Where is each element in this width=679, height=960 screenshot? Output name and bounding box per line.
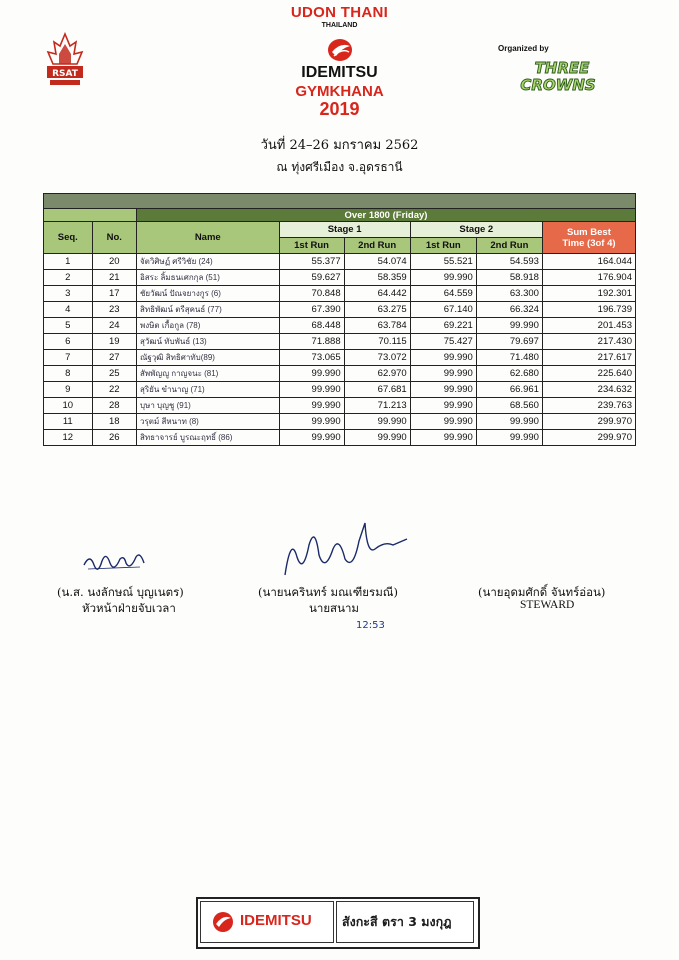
row-name: สัพพัญญู กาญจนะ (81) — [136, 366, 279, 382]
row-sum: 239.763 — [542, 398, 635, 414]
event-venue: ณ ทุ่งศรีเมือง จ.อุดรธานี — [276, 160, 403, 174]
row-stage2-run1: 99.990 — [410, 350, 476, 366]
row-seq: 2 — [44, 270, 93, 286]
row-stage1-run1: 71.888 — [279, 334, 344, 350]
table-row — [44, 430, 636, 446]
row-sum: 164.044 — [542, 254, 635, 270]
svg-text:CROWNS: CROWNS — [520, 76, 596, 94]
row-stage1-run2: 54.074 — [344, 254, 410, 270]
row-no: 24 — [92, 318, 136, 334]
row-sum: 217.430 — [542, 334, 635, 350]
row-no: 23 — [92, 302, 136, 318]
row-stage1-run2: 99.990 — [344, 430, 410, 446]
row-stage1-run1: 99.990 — [279, 430, 344, 446]
stage1-run1-header: 1st Run — [279, 238, 344, 254]
row-no: 22 — [92, 382, 136, 398]
row-seq: 8 — [44, 366, 93, 382]
row-name: ณัฐวุฒิ สิทธิศาทับ(89) — [136, 350, 279, 366]
row-stage1-run1: 68.448 — [279, 318, 344, 334]
row-sum: 192.301 — [542, 286, 635, 302]
row-stage2-run1: 64.559 — [410, 286, 476, 302]
row-stage1-run1: 67.390 — [279, 302, 344, 318]
row-seq: 7 — [44, 350, 93, 366]
row-seq: 9 — [44, 382, 93, 398]
row-stage2-run2: 99.990 — [476, 414, 542, 430]
handwritten-time: 12:53 — [356, 620, 385, 631]
results-rows — [44, 254, 636, 446]
row-stage1-run2: 63.275 — [344, 302, 410, 318]
row-name: วรุตม์ สีหนาท (8) — [136, 414, 279, 430]
table-row — [44, 254, 636, 270]
signature-3-name: (นายอุดมศักดิ์ จันทร์อ่อน) — [478, 585, 606, 599]
row-stage1-run1: 99.990 — [279, 398, 344, 414]
row-stage2-run2: 68.560 — [476, 398, 542, 414]
category-title: Over 1800 (Friday) — [136, 209, 635, 222]
row-no: 25 — [92, 366, 136, 382]
row-stage1-run2: 73.072 — [344, 350, 410, 366]
row-name: ชัยวัฒน์ ปัณจยางกูร (6) — [136, 286, 279, 302]
row-no: 26 — [92, 430, 136, 446]
footer-idemitsu-text: IDEMITSU — [240, 912, 312, 929]
row-stage2-run2: 62.680 — [476, 366, 542, 382]
row-name: อิสระ ลิ้มธนเศกกุล (51) — [136, 270, 279, 286]
table-row — [44, 414, 636, 430]
row-name: สุริยัน ขำนาญ (71) — [136, 382, 279, 398]
row-seq: 3 — [44, 286, 93, 302]
table-row — [44, 302, 636, 318]
row-name: จัตวิศิษฏ์ ศรีวิชัย (24) — [136, 254, 279, 270]
row-seq: 4 — [44, 302, 93, 318]
row-name: สิทธิพัฒน์ ตรีสุคนธ์ (77) — [136, 302, 279, 318]
organizer-label: Organized by — [498, 44, 549, 53]
row-stage1-run1: 59.627 — [279, 270, 344, 286]
three-crowns-logo — [494, 56, 624, 94]
table-row — [44, 398, 636, 414]
sum-best-header — [542, 222, 635, 254]
row-stage1-run2: 67.681 — [344, 382, 410, 398]
row-seq: 11 — [44, 414, 93, 430]
row-stage2-run1: 99.990 — [410, 398, 476, 414]
header-blank — [44, 209, 137, 222]
row-stage2-run2: 66.324 — [476, 302, 542, 318]
col-no-header: No. — [92, 222, 136, 254]
row-stage2-run2: 58.918 — [476, 270, 542, 286]
stage2-header: Stage 2 — [410, 222, 542, 238]
row-seq: 6 — [44, 334, 93, 350]
row-seq: 10 — [44, 398, 93, 414]
row-stage1-run2: 63.784 — [344, 318, 410, 334]
row-stage2-run2: 54.593 — [476, 254, 542, 270]
signature-2-name: (นายนครินทร์ มณเฑียรมณี) — [258, 585, 398, 599]
row-stage1-run2: 71.213 — [344, 398, 410, 414]
row-stage2-run2: 66.961 — [476, 382, 542, 398]
signature-1-scribble — [80, 545, 160, 581]
row-name: บุษา บุญชู (91) — [136, 398, 279, 414]
row-stage2-run2: 99.990 — [476, 430, 542, 446]
row-stage1-run2: 70.115 — [344, 334, 410, 350]
row-stage1-run2: 58.359 — [344, 270, 410, 286]
sum-best-header-line2: Time (3of 4) — [562, 237, 616, 249]
row-seq: 5 — [44, 318, 93, 334]
rsat-logo-text: RSAT — [52, 69, 78, 79]
event-title: UDON THANI — [290, 4, 389, 21]
brand-event: GYMKHANA — [295, 83, 384, 100]
row-no: 18 — [92, 414, 136, 430]
signature-1-role: หัวหน้าฝ่ายจับเวลา — [82, 601, 176, 615]
col-name-header: Name — [136, 222, 279, 254]
row-stage1-run1: 99.990 — [279, 366, 344, 382]
row-stage2-run1: 69.221 — [410, 318, 476, 334]
row-sum: 201.453 — [542, 318, 635, 334]
signature-1-name: (น.ส. นงลักษณ์ บุญเนตร) — [57, 585, 184, 599]
row-stage1-run2: 64.442 — [344, 286, 410, 302]
table-row — [44, 318, 636, 334]
brand-name: IDEMITSU — [301, 64, 378, 81]
row-sum: 225.640 — [542, 366, 635, 382]
row-stage2-run1: 99.990 — [410, 382, 476, 398]
row-stage2-run1: 55.521 — [410, 254, 476, 270]
brand-year: 2019 — [319, 99, 360, 119]
event-date: วันที่ 24–26 มกราคม 2562 — [260, 138, 419, 153]
table-row — [44, 286, 636, 302]
row-stage2-run2: 99.990 — [476, 318, 542, 334]
row-no: 19 — [92, 334, 136, 350]
stage2-run2-header: 2nd Run — [476, 238, 542, 254]
row-stage2-run1: 75.427 — [410, 334, 476, 350]
row-sum: 299.970 — [542, 414, 635, 430]
row-stage1-run2: 99.990 — [344, 414, 410, 430]
event-country: THAILAND — [321, 22, 358, 29]
row-stage2-run2: 63.300 — [476, 286, 542, 302]
table-row — [44, 270, 636, 286]
row-stage1-run1: 70.848 — [279, 286, 344, 302]
row-name: สุวัฒน์ ทับพันธ์ (13) — [136, 334, 279, 350]
stage2-run1-header: 1st Run — [410, 238, 476, 254]
row-stage2-run1: 99.990 — [410, 430, 476, 446]
row-stage1-run1: 55.377 — [279, 254, 344, 270]
signature-2-role: นายสนาม — [309, 601, 359, 615]
sum-best-header-line1: Sum Best — [567, 226, 611, 238]
table-row — [44, 350, 636, 366]
table-row — [44, 382, 636, 398]
col-seq-header: Seq. — [44, 222, 93, 254]
row-no: 17 — [92, 286, 136, 302]
row-seq: 1 — [44, 254, 93, 270]
row-sum: 299.970 — [542, 430, 635, 446]
row-no: 28 — [92, 398, 136, 414]
table-row — [44, 366, 636, 382]
table-row — [44, 334, 636, 350]
row-stage2-run1: 67.140 — [410, 302, 476, 318]
signature-2-scribble — [275, 515, 415, 585]
results-table — [43, 193, 636, 446]
row-stage1-run2: 62.970 — [344, 366, 410, 382]
signature-3-role: STEWARD — [520, 599, 575, 611]
stage1-header: Stage 1 — [279, 222, 410, 238]
svg-text:THREE: THREE — [534, 59, 590, 77]
row-stage2-run1: 99.990 — [410, 414, 476, 430]
row-sum: 217.617 — [542, 350, 635, 366]
row-stage1-run1: 99.990 — [279, 414, 344, 430]
row-stage2-run1: 99.990 — [410, 270, 476, 286]
row-no: 20 — [92, 254, 136, 270]
row-stage2-run1: 99.990 — [410, 366, 476, 382]
row-no: 27 — [92, 350, 136, 366]
row-name: สิทธาจารย์ บูรณะฤทธิ์ (86) — [136, 430, 279, 446]
row-seq: 12 — [44, 430, 93, 446]
row-stage1-run1: 73.065 — [279, 350, 344, 366]
row-sum: 196.739 — [542, 302, 635, 318]
table-top-bar — [44, 194, 636, 209]
row-stage1-run1: 99.990 — [279, 382, 344, 398]
row-no: 21 — [92, 270, 136, 286]
stage1-run2-header: 2nd Run — [344, 238, 410, 254]
footer-partner-text: สังกะสี ตรา 3 มงกุฎ — [342, 914, 452, 929]
row-sum: 176.904 — [542, 270, 635, 286]
row-stage2-run2: 71.480 — [476, 350, 542, 366]
row-sum: 234.632 — [542, 382, 635, 398]
row-name: พงษิต เกื้อกูล (78) — [136, 318, 279, 334]
row-stage2-run2: 79.697 — [476, 334, 542, 350]
